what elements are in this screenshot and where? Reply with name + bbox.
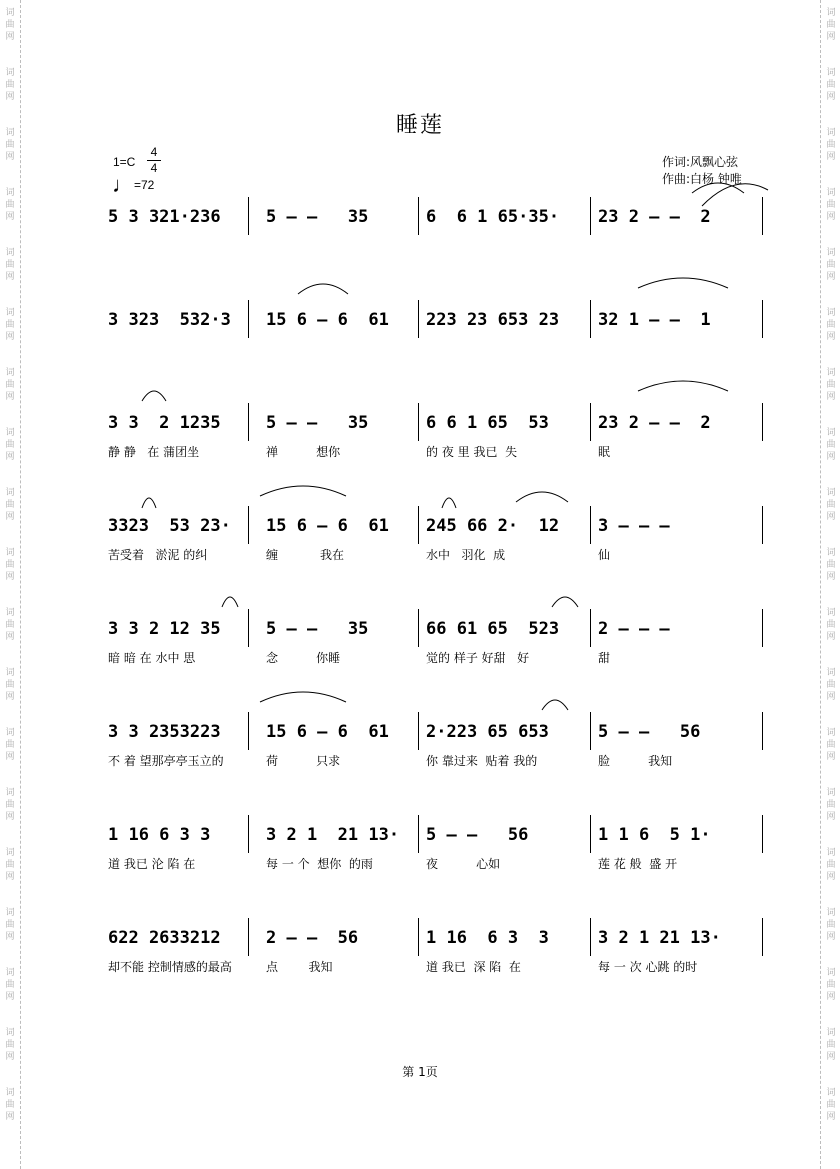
slur-icon	[258, 482, 348, 498]
measure-lyrics: 荷 只求	[266, 754, 341, 768]
left-margin-mark: 曲	[5, 980, 15, 990]
measure-lyrics: 仙	[598, 548, 611, 562]
right-margin-mark: 词	[826, 668, 836, 678]
measure-lyrics: 禅 想你	[266, 445, 341, 459]
lyricist-credit: 作词:风飘心弦	[662, 155, 739, 169]
left-margin-mark: 网	[5, 752, 15, 762]
left-margin-mark: 词	[5, 848, 15, 858]
measure-lyrics: 却不能 控制情感的最高	[108, 960, 232, 974]
measure-notes: 3 3 2 12 35	[108, 619, 221, 639]
score-system	[0, 413, 840, 503]
right-margin-mark: 词	[826, 188, 836, 198]
right-margin-mark: 词	[826, 548, 836, 558]
measure-notes: 3 – – –	[598, 516, 670, 536]
left-margin-mark: 曲	[5, 620, 15, 630]
left-margin-mark: 曲	[5, 800, 15, 810]
left-margin-mark: 曲	[5, 320, 15, 330]
right-margin-mark: 曲	[826, 620, 836, 630]
measure-notes: 1 1 6 5 1·	[598, 825, 711, 845]
right-margin-mark: 网	[826, 332, 836, 342]
left-margin-mark: 曲	[5, 140, 15, 150]
slur-icon	[220, 593, 240, 609]
measure-notes: 3 323 532·3	[108, 310, 231, 330]
right-margin-mark: 词	[826, 848, 836, 858]
right-margin-mark: 曲	[826, 560, 836, 570]
key-signature: 1=C	[113, 155, 136, 169]
right-margin-mark: 词	[826, 728, 836, 738]
right-margin-mark: 词	[826, 488, 836, 498]
left-margin-mark: 曲	[5, 1100, 15, 1110]
left-margin-mark: 网	[5, 392, 15, 402]
slur-icon	[140, 387, 168, 403]
measure-lyrics: 每 一 次 心跳 的时	[598, 960, 698, 974]
measure-lyrics: 眠	[598, 445, 611, 459]
left-margin-mark: 词	[5, 248, 15, 258]
measure-notes: 3 2 1 21 13·	[598, 928, 721, 948]
left-margin-mark: 曲	[5, 20, 15, 30]
slur-icon	[514, 488, 570, 504]
right-margin-mark: 曲	[826, 320, 836, 330]
left-margin-mark: 曲	[5, 440, 15, 450]
left-margin-mark: 网	[5, 272, 15, 282]
bar-line	[590, 815, 591, 853]
right-margin-mark: 网	[826, 872, 836, 882]
song-title: 睡莲	[395, 113, 444, 138]
bar-line	[248, 197, 249, 235]
slur-icon	[540, 696, 570, 712]
right-margin-mark: 曲	[826, 260, 836, 270]
slur-icon	[296, 280, 350, 296]
right-margin-mark: 网	[826, 812, 836, 822]
bar-line	[590, 609, 591, 647]
bar-line	[590, 506, 591, 544]
measure-notes: 32 1 – – 1	[598, 310, 711, 330]
left-margin-mark: 网	[5, 932, 15, 942]
left-margin-mark: 曲	[5, 1040, 15, 1050]
time-signature	[147, 146, 161, 175]
right-margin-mark: 词	[826, 608, 836, 618]
measure-notes: 5 – – 35	[266, 413, 369, 433]
score-system	[0, 928, 840, 1018]
left-margin-mark: 网	[5, 632, 15, 642]
left-margin-mark: 网	[5, 332, 15, 342]
right-margin-mark: 曲	[826, 1100, 836, 1110]
measure-lyrics: 觉的 样子 好甜 好	[426, 651, 530, 665]
bar-line	[418, 609, 419, 647]
right-margin-mark: 词	[826, 248, 836, 258]
measure-notes: 5 – – 35	[266, 619, 369, 639]
measure-lyrics: 甜	[598, 651, 611, 665]
measure-notes: 5 3 321·236	[108, 207, 221, 227]
right-margin-mark: 曲	[826, 20, 836, 30]
left-margin-mark: 词	[5, 188, 15, 198]
left-margin-mark: 词	[5, 788, 15, 798]
slur-icon	[690, 179, 746, 195]
bar-line	[590, 197, 591, 235]
right-margin-mark: 网	[826, 572, 836, 582]
score-system	[0, 722, 840, 812]
bar-line	[418, 815, 419, 853]
right-margin-mark: 词	[826, 788, 836, 798]
slur-icon	[440, 494, 458, 510]
measure-notes: 5 – – 35	[266, 207, 369, 227]
left-margin-mark: 曲	[5, 680, 15, 690]
measure-notes: 223 23 653 23	[426, 310, 560, 330]
left-margin-mark: 网	[5, 212, 15, 222]
left-margin-mark: 网	[5, 152, 15, 162]
left-margin-mark: 词	[5, 308, 15, 318]
right-margin-mark: 网	[826, 1112, 836, 1122]
left-margin-mark: 词	[5, 368, 15, 378]
left-margin-mark: 词	[5, 1028, 15, 1038]
left-margin-mark: 曲	[5, 200, 15, 210]
left-margin-mark: 词	[5, 728, 15, 738]
left-margin-mark: 曲	[5, 500, 15, 510]
measure-notes: 3 2 1 21 13·	[266, 825, 400, 845]
bar-line	[248, 712, 249, 750]
right-margin-mark: 曲	[826, 80, 836, 90]
measure-notes: 622 2633212	[108, 928, 221, 948]
measure-notes: 1 16 6 3 3	[108, 825, 211, 845]
right-margin-mark: 曲	[826, 920, 836, 930]
right-margin-mark: 曲	[826, 860, 836, 870]
right-margin-mark: 词	[826, 968, 836, 978]
bar-line	[248, 609, 249, 647]
measure-lyrics: 每 一 个 想你 的雨	[266, 857, 373, 871]
right-margin-mark: 词	[826, 368, 836, 378]
left-margin-mark: 网	[5, 92, 15, 102]
measure-notes: 15 6 – 6 61	[266, 310, 389, 330]
left-margin-mark: 曲	[5, 860, 15, 870]
bar-line	[418, 403, 419, 441]
measure-notes: 66 61 65 523	[426, 619, 560, 639]
right-margin-mark: 网	[826, 392, 836, 402]
composer-credit: 作曲:白杨 钟唯	[662, 172, 742, 186]
left-margin-mark: 曲	[5, 260, 15, 270]
right-margin-mark: 网	[826, 452, 836, 462]
measure-notes: 5 – – 56	[426, 825, 529, 845]
left-margin-mark: 网	[5, 992, 15, 1002]
measure-notes: 6 6 1 65 53	[426, 413, 549, 433]
time-numerator: 4	[150, 145, 158, 159]
measure-notes: 245 66 2· 12	[426, 516, 560, 536]
right-margin-mark: 曲	[826, 740, 836, 750]
measure-notes: 3 3 2 1235	[108, 413, 221, 433]
left-margin-mark: 网	[5, 512, 15, 522]
bar-line	[248, 506, 249, 544]
right-margin-mark: 网	[826, 272, 836, 282]
bar-line	[248, 815, 249, 853]
right-margin-mark: 网	[826, 932, 836, 942]
right-margin-mark: 网	[826, 212, 836, 222]
quarter-note-icon: ♩	[112, 172, 134, 197]
right-margin-mark: 曲	[826, 380, 836, 390]
right-margin-mark: 词	[826, 128, 836, 138]
right-margin-mark: 网	[826, 92, 836, 102]
right-margin-mark: 词	[826, 1028, 836, 1038]
bar-line	[762, 712, 763, 750]
slur-icon	[140, 494, 158, 510]
right-margin-mark: 词	[826, 68, 836, 78]
left-margin-mark: 词	[5, 668, 15, 678]
tempo-marking	[112, 172, 154, 198]
measure-notes: 5 – – 56	[598, 722, 701, 742]
bar-line	[762, 815, 763, 853]
left-margin-mark: 词	[5, 128, 15, 138]
left-margin-mark: 网	[5, 692, 15, 702]
measure-notes: 23 2 – – 2	[598, 413, 711, 433]
right-margin-mark: 网	[826, 32, 836, 42]
measure-lyrics: 水中 羽化 成	[426, 548, 506, 562]
bar-line	[418, 197, 419, 235]
bar-line	[762, 300, 763, 338]
right-margin-mark: 网	[826, 992, 836, 1002]
right-margin-mark: 词	[826, 308, 836, 318]
measure-notes: 15 6 – 6 61	[266, 516, 389, 536]
right-margin-mark: 曲	[826, 500, 836, 510]
right-margin-mark: 曲	[826, 1040, 836, 1050]
left-margin-mark: 词	[5, 8, 15, 18]
left-margin-mark: 曲	[5, 80, 15, 90]
left-margin-mark: 网	[5, 872, 15, 882]
bar-line	[418, 918, 419, 956]
score-system	[0, 619, 840, 709]
slur-icon	[636, 377, 730, 393]
bar-line	[762, 609, 763, 647]
slur-icon	[550, 593, 580, 609]
left-margin-mark: 词	[5, 908, 15, 918]
right-margin-mark: 曲	[826, 800, 836, 810]
measure-lyrics: 你 靠过来 贴着 我的	[426, 754, 538, 768]
page-number: 第 1页	[402, 1065, 438, 1079]
bar-line	[248, 918, 249, 956]
time-denominator: 4	[150, 161, 158, 175]
right-margin-mark: 网	[826, 1052, 836, 1062]
score-system	[0, 825, 840, 915]
measure-lyrics: 苦受着 淤泥 的纠	[108, 548, 208, 562]
measure-lyrics: 静 静 在 蒲团坐	[108, 445, 200, 459]
right-margin-mark: 网	[826, 692, 836, 702]
measure-lyrics: 念 你睡	[266, 651, 341, 665]
measure-lyrics: 道 我已 沦 陷 在	[108, 857, 196, 871]
bar-line	[762, 197, 763, 235]
bar-line	[590, 403, 591, 441]
right-margin-mark: 曲	[826, 980, 836, 990]
bar-line	[418, 506, 419, 544]
measure-notes: 6 6 1 65·35·	[426, 207, 560, 227]
bar-line	[248, 403, 249, 441]
left-margin-mark: 词	[5, 1088, 15, 1098]
right-margin-mark: 曲	[826, 680, 836, 690]
measure-lyrics: 不 着 望那亭亭玉立的	[108, 754, 224, 768]
bar-line	[762, 403, 763, 441]
measure-notes: 15 6 – 6 61	[266, 722, 389, 742]
measure-lyrics: 缠 我在	[266, 548, 344, 562]
left-margin-mark: 网	[5, 812, 15, 822]
measure-lyrics: 暗 暗 在 水中 思	[108, 651, 196, 665]
right-margin-mark: 网	[826, 152, 836, 162]
measure-notes: 2 – – –	[598, 619, 670, 639]
right-margin-mark: 词	[826, 428, 836, 438]
left-margin-mark: 词	[5, 428, 15, 438]
right-margin-mark: 网	[826, 512, 836, 522]
measure-lyrics: 夜 心如	[426, 857, 501, 871]
bar-line	[418, 712, 419, 750]
right-margin-mark: 词	[826, 1088, 836, 1098]
measure-lyrics: 莲 花 般 盛 开	[598, 857, 678, 871]
slur-icon	[258, 688, 348, 704]
left-margin-mark: 词	[5, 608, 15, 618]
bar-line	[590, 300, 591, 338]
left-margin-mark: 网	[5, 452, 15, 462]
right-margin-mark: 网	[826, 632, 836, 642]
tempo-value: =72	[134, 178, 155, 192]
bar-line	[762, 918, 763, 956]
left-margin-mark: 词	[5, 488, 15, 498]
measure-notes: 3323 53 23·	[108, 516, 231, 536]
left-margin-mark: 曲	[5, 560, 15, 570]
right-margin-mark: 网	[826, 752, 836, 762]
bar-line	[418, 300, 419, 338]
left-margin-mark: 词	[5, 68, 15, 78]
measure-lyrics: 的 夜 里 我已 失	[426, 445, 518, 459]
measure-lyrics: 脸 我知	[598, 754, 673, 768]
measure-notes: 2·223 65 653	[426, 722, 549, 742]
right-margin-mark: 词	[826, 8, 836, 18]
right-margin-mark: 曲	[826, 200, 836, 210]
right-margin-mark: 曲	[826, 140, 836, 150]
left-margin-mark: 网	[5, 572, 15, 582]
left-margin-mark: 网	[5, 32, 15, 42]
measure-notes: 1 16 6 3 3	[426, 928, 549, 948]
bar-line	[248, 300, 249, 338]
bar-line	[762, 506, 763, 544]
right-margin-mark: 曲	[826, 440, 836, 450]
bar-line	[590, 918, 591, 956]
measure-notes: 2 – – 56	[266, 928, 359, 948]
measure-notes: 3 3 2353223	[108, 722, 221, 742]
left-margin-mark: 曲	[5, 740, 15, 750]
left-margin-mark: 网	[5, 1052, 15, 1062]
measure-lyrics: 点 我知	[266, 960, 333, 974]
left-margin-mark: 曲	[5, 380, 15, 390]
left-margin-mark: 网	[5, 1112, 15, 1122]
score-system	[0, 516, 840, 606]
left-margin-mark: 曲	[5, 920, 15, 930]
left-margin-mark: 词	[5, 968, 15, 978]
left-margin-mark: 词	[5, 548, 15, 558]
bar-line	[590, 712, 591, 750]
measure-notes: 23 2 – – 2	[598, 207, 711, 227]
right-margin-mark: 词	[826, 908, 836, 918]
measure-lyrics: 道 我已 深 陷 在	[426, 960, 521, 974]
slur-icon	[636, 274, 730, 290]
